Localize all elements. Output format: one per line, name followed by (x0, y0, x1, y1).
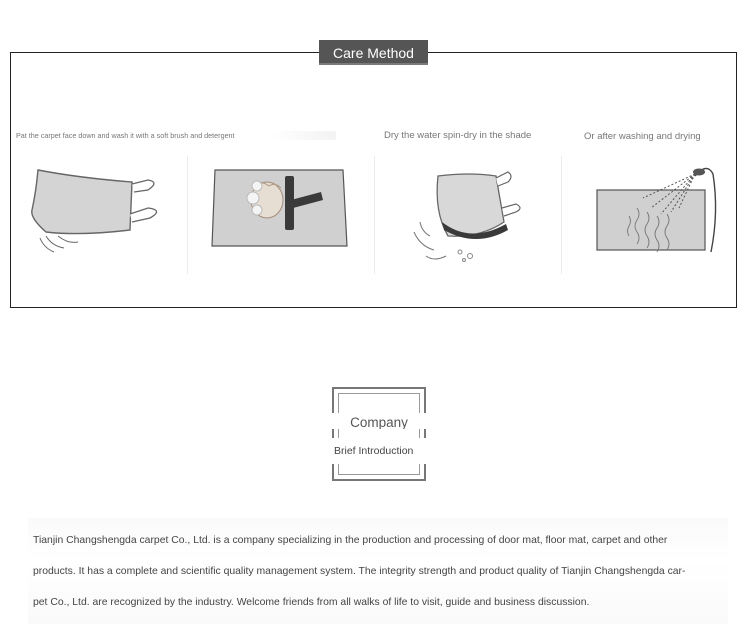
intro-line: pet Co., Ltd. are recognized by the industry. Welcome friends from all walks of life to visit, guide and business discussion. (33, 597, 590, 608)
spin-dry-illustration (400, 152, 550, 277)
brush-carpet-illustration (195, 152, 365, 277)
step-caption-spin-dry: Dry the water spin-dry in the shade (384, 130, 532, 141)
intro-line: Tianjin Changshengda carpet Co., Ltd. is a company specializing in the production and processing of door mat, floor mat, carpet and other (33, 535, 668, 546)
step-divider (187, 156, 188, 274)
carpet-face-down-illustration (20, 152, 180, 277)
company-title: Company (330, 413, 428, 429)
step-divider (374, 156, 375, 274)
step-divider (561, 156, 562, 274)
step-caption-after-wash: Or after washing and drying (584, 131, 701, 142)
company-intro (33, 525, 723, 618)
step-caption-wash: Pat the carpet face down and wash it with a soft brush and detergent (16, 131, 336, 140)
rinse-carpet-illustration (585, 152, 725, 277)
company-subtitle: Brief Introduction (330, 438, 430, 464)
intro-line: products. It has a complete and scientific quality management system. The integrity strength and product quality of Tianjin Changshengda car- (33, 566, 686, 577)
care-method-title: Care Method (319, 40, 428, 65)
